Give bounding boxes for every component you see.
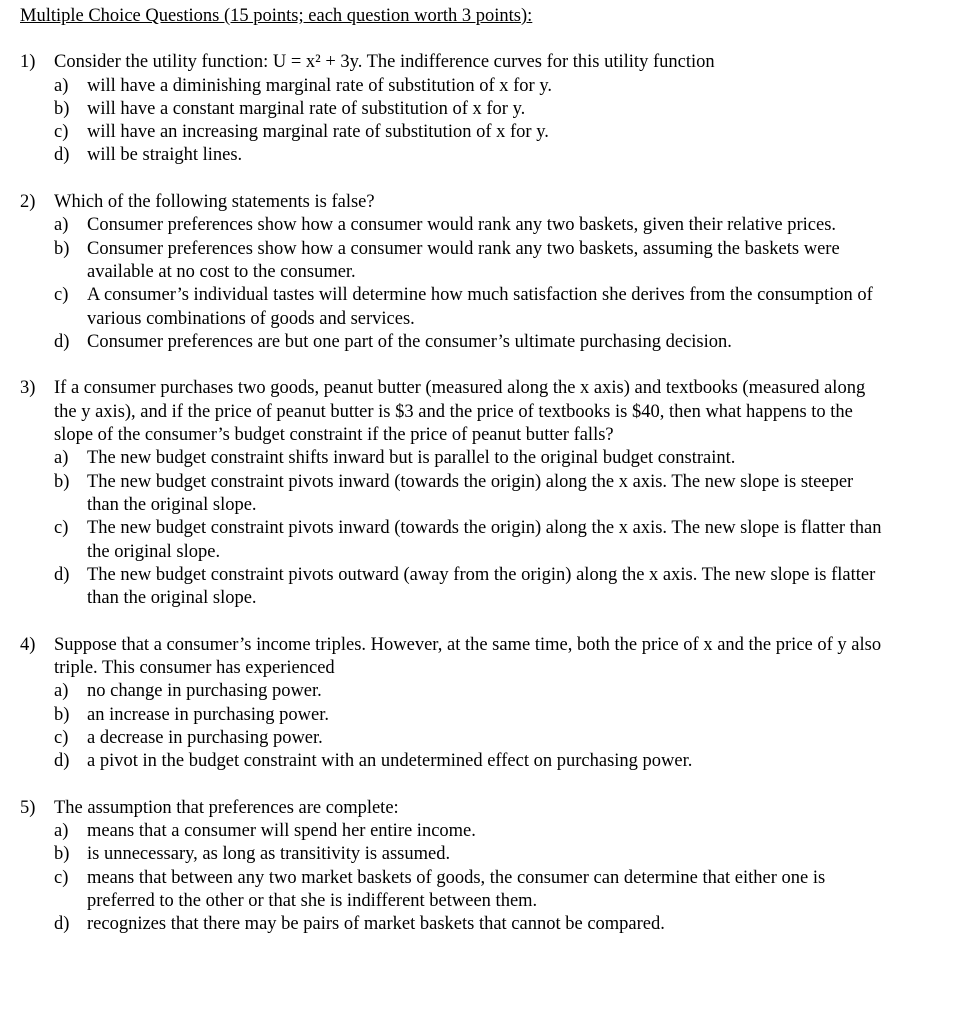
option-label: c) (54, 122, 69, 143)
question-number: 2) (20, 192, 36, 213)
option-b (54, 704, 889, 727)
option-text: means that a consumer will spend her entire income. (87, 821, 476, 842)
option-d (54, 564, 889, 611)
option-label: c) (54, 867, 69, 888)
option-text: The new budget constraint pivots outward (away from the origin) along the x axis. The new slope is flatter than the original slope. (87, 564, 876, 609)
document-page (20, 5, 920, 937)
question-4 (20, 634, 920, 774)
option-c (54, 517, 889, 564)
option-label: a) (54, 448, 69, 469)
option-label: d) (54, 914, 70, 935)
section-heading: Multiple Choice Questions (15 points; each question worth 3 points): (20, 6, 533, 26)
option-b (54, 238, 889, 285)
option-a (54, 447, 889, 470)
option-label: d) (54, 751, 70, 772)
question-stem: Consider the utility function: U = x² + 3y. The indifference curves for this utility function (54, 52, 715, 73)
option-label: b) (54, 471, 70, 492)
option-text: The new budget constraint pivots inward (towards the origin) along the x axis. The new slope is steeper than the original slope. (87, 471, 854, 515)
option-b (54, 843, 889, 866)
answer-options (20, 75, 920, 168)
option-label: d) (54, 331, 70, 352)
option-label: a) (54, 681, 69, 702)
option-c (54, 867, 889, 914)
option-text: will have a diminishing marginal rate of substitution of x for y. (87, 75, 552, 96)
option-a (54, 680, 889, 703)
question-number: 3) (20, 378, 36, 399)
answer-options (20, 447, 920, 610)
option-text: a pivot in the budget constraint with an undetermined effect on purchasing power. (87, 751, 693, 772)
option-b (54, 98, 889, 121)
option-text: is unnecessary, as long as transitivity is assumed. (87, 844, 451, 865)
option-text: Consumer preferences show how a consumer would rank any two baskets, given their relative prices. (87, 215, 837, 236)
option-a (54, 75, 889, 98)
option-label: d) (54, 145, 70, 166)
option-text: The new budget constraint pivots inward (towards the origin) along the x axis. The new slope is flatter than the original slope. (87, 518, 882, 562)
option-b (54, 471, 889, 518)
option-d (54, 331, 889, 354)
option-text: The new budget constraint shifts inward but is parallel to the original budget constraint. (87, 448, 736, 469)
option-text: no change in purchasing power. (87, 681, 322, 702)
question-3 (20, 377, 920, 610)
option-d (54, 144, 889, 167)
option-text: Consumer preferences are but one part of the consumer’s ultimate purchasing decision. (87, 331, 732, 352)
option-label: b) (54, 704, 70, 725)
option-label: d) (54, 564, 70, 585)
answer-options (20, 820, 920, 936)
option-d (54, 750, 889, 773)
question-number: 1) (20, 52, 36, 73)
option-label: c) (54, 727, 69, 748)
option-d (54, 913, 889, 936)
option-label: c) (54, 518, 69, 539)
option-c (54, 284, 889, 331)
question-5 (20, 797, 920, 937)
option-text: recognizes that there may be pairs of market baskets that cannot be compared. (87, 914, 665, 935)
question-stem: Suppose that a consumer’s income triples. However, at the same time, both the price of x and the price of y also triple. This consumer has experienced (54, 634, 882, 679)
option-label: b) (54, 98, 70, 119)
option-label: c) (54, 285, 69, 306)
option-c (54, 727, 889, 750)
option-text: A consumer’s individual tastes will determine how much satisfaction she derives from the consumption of various combinations of goods and services. (87, 285, 873, 329)
answer-options (20, 214, 920, 354)
option-label: b) (54, 844, 70, 865)
option-a (54, 820, 889, 843)
option-a (54, 214, 889, 237)
option-text: will have an increasing marginal rate of substitution of x for y. (87, 122, 549, 143)
option-text: a decrease in purchasing power. (87, 727, 323, 748)
question-number: 4) (20, 634, 36, 655)
option-text: Consumer preferences show how a consumer would rank any two baskets, assuming the baskets were available at no cost to the consumer. (87, 238, 840, 282)
option-text: will be straight lines. (87, 145, 243, 166)
option-label: a) (54, 215, 69, 236)
option-text: an increase in purchasing power. (87, 704, 329, 725)
option-text: will have a constant marginal rate of substitution of x for y. (87, 98, 526, 119)
option-label: a) (54, 75, 69, 96)
question-stem: Which of the following statements is false? (54, 192, 375, 213)
question-1 (20, 51, 920, 167)
question-stem: The assumption that preferences are complete: (54, 797, 399, 818)
answer-options (20, 680, 920, 773)
option-c (54, 121, 889, 144)
question-2 (20, 191, 920, 354)
option-label: b) (54, 238, 70, 259)
option-label: a) (54, 821, 69, 842)
question-stem: If a consumer purchases two goods, peanut butter (measured along the x axis) and textbooks (measured along the y axis), and if the price of peanut butter is $3 and the price of textbooks is $40, then what happens to the slope of the consumer’s budget constraint if the price of peanut butter falls? (54, 378, 866, 446)
question-number: 5) (20, 797, 36, 818)
option-text: means that between any two market baskets of goods, the consumer can determine that either one is preferred to the other or that she is indifferent between them. (87, 867, 826, 911)
